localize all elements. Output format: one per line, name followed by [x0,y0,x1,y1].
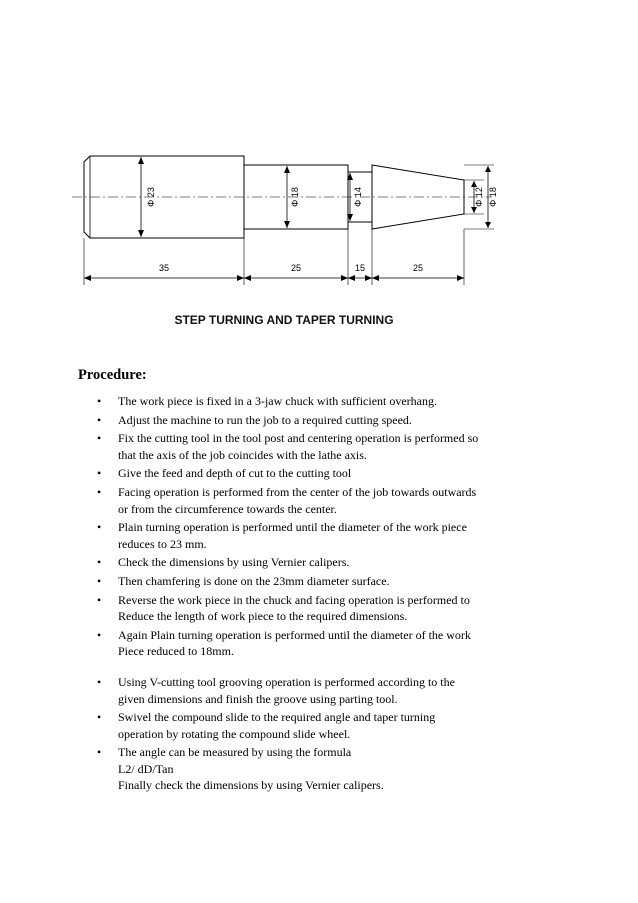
arrow [485,222,491,228]
procedure-step-line: • Then chamfering is done on the 23mm diameter surface. [118,573,390,588]
arrow [138,157,144,164]
procedure-step-line: • The angle can be measured by using the formula [118,745,352,760]
procedure-step [97,674,537,707]
dim-phi18: Φ 18 [290,187,300,207]
dim-phi18-taper: Φ 18 [488,187,498,207]
procedure-steps-list [97,393,537,796]
arrow [138,230,144,237]
dim-phi14: Φ 14 [353,187,363,207]
procedure-step [97,709,537,742]
arrow [471,181,477,187]
procedure-step [97,744,537,794]
procedure-heading: Procedure: [78,367,147,383]
procedure-step-line: or from the circumference towards the center. [118,501,337,516]
procedure-step-line: • Again Plain turning operation is performed until the diameter of the work [118,627,471,642]
procedure-step [97,573,537,590]
step-taper-turning-drawing [62,140,502,340]
dim-length-35: 35 [158,263,170,273]
arrow [341,275,348,281]
procedure-step [97,465,537,482]
procedure-step-line: Reduce the length of work piece to the required dimensions. [118,609,408,624]
procedure-step-line: • Plain turning operation is performed until the diameter of the work piece [118,520,467,535]
procedure-step-line: • Check the dimensions by using Vernier calipers. [118,555,350,570]
procedure-step [97,430,537,463]
procedure-step-line: • Facing operation is performed from the center of the job towards outwards [118,484,477,499]
dim-length-15: 15 [354,263,366,273]
procedure-step [97,412,537,429]
procedure-step-line: reduces to 23 mm. [118,536,207,551]
procedure-step-line: • Reverse the work piece in the chuck and facing operation is performed to [118,592,470,607]
procedure-step-line: • Using V-cutting tool grooving operation is performed according to the [118,674,455,689]
procedure-step [97,554,537,571]
arrow [372,275,379,281]
arrow [457,275,464,281]
procedure-step-line: operation by rotating the compound slide wheel. [118,726,351,741]
arrow [365,275,372,281]
procedure-step-line: given dimensions and finish the groove using parting tool. [118,691,398,706]
procedure-step-line: Piece reduced to 18mm. [118,644,234,659]
procedure-step [97,627,537,660]
figure-caption: STEP TURNING AND TAPER TURNING [174,313,394,327]
dim-length-25: 25 [290,263,302,273]
procedure-step-line: • Adjust the machine to run the job to a required cutting speed. [118,412,412,427]
dim-length-25-taper: 25 [412,263,424,273]
procedure-step [97,393,537,410]
procedure-step-line: Finally check the dimensions by using Vernier calipers. [118,778,384,793]
arrow [284,221,290,228]
arrow [471,207,477,213]
dim-phi12: Φ 12 [474,187,484,207]
arrow [284,166,290,173]
procedure-step-line: that the axis of the job coincides with the lathe axis. [118,447,367,462]
arrow [237,275,244,281]
arrow [485,166,491,172]
arrow [348,275,355,281]
arrow [84,275,91,281]
procedure-step-line: • Fix the cutting tool in the tool post and centering operation is performed so [118,431,479,446]
procedure-step-line: • The work piece is fixed in a 3-jaw chuck with sufficient overhang. [118,394,438,408]
procedure-step [97,484,537,517]
procedure-step [97,592,537,625]
procedure-step [97,519,537,552]
procedure-step-line: • Swivel the compound slide to the required angle and taper turning [118,710,436,725]
arrow [244,275,251,281]
dim-phi23: Φ 23 [146,187,156,207]
procedure-step-line: • Give the feed and depth of cut to the cutting tool [118,466,352,481]
procedure-step-line: L2/ dD/Tan [118,761,174,776]
engineering-drawing [62,140,502,340]
